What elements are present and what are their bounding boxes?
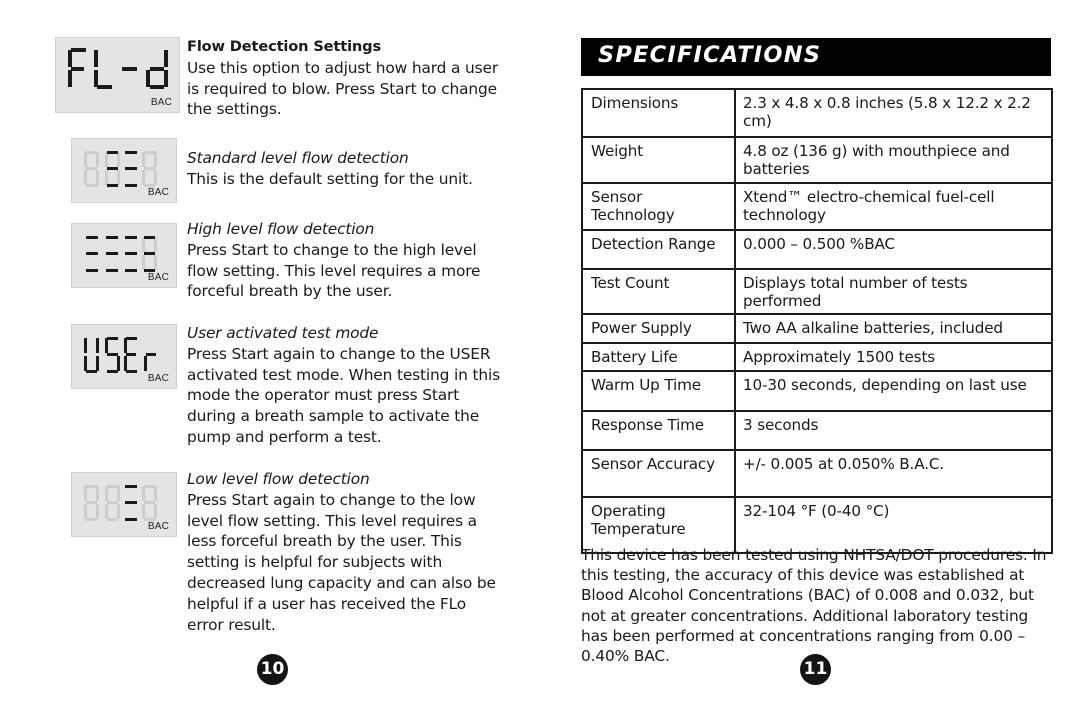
spec-value: 10-30 seconds, depending on last use (735, 371, 1052, 411)
spec-value: Approximately 1500 tests (735, 343, 1052, 371)
lcd-segments-fl-d (66, 48, 172, 90)
spec-value: +/- 0.005 at 0.050% B.A.C. (735, 450, 1052, 497)
bac-label: BAC (147, 187, 169, 198)
spec-value: 0.000 – 0.500 %BAC (735, 230, 1052, 269)
entry-body: Press Start again to change to the low level flow setting. This level requires a less forceful breath by the user. This setting is helpful for subjects with decreased lung capacity and can also be helpful if a user has received the FLo error result. (187, 490, 496, 634)
entry-user-activated (187, 323, 507, 448)
lcd-segments-high (82, 236, 162, 272)
bac-label: BAC (147, 521, 169, 532)
spec-row-sensor-technology (582, 183, 1052, 230)
bac-label: BAC (147, 373, 169, 384)
spec-value: Xtend™ electro-chemical fuel-cell technology (735, 183, 1052, 230)
lcd-segments-user (82, 337, 162, 373)
entry-standard-level (187, 148, 507, 190)
entry-body: This is the default setting for the unit. (187, 169, 473, 188)
spec-label: Operating Temperature (582, 497, 735, 553)
spec-value: Two AA alkaline batteries, included (735, 314, 1052, 343)
entry-flow-detection-settings (187, 37, 507, 120)
spec-row-dimensions (582, 89, 1052, 137)
lcd-segments-low (82, 485, 162, 521)
spec-row-weight (582, 137, 1052, 183)
spec-label: Sensor Accuracy (582, 450, 735, 497)
entry-title: Flow Detection Settings (187, 38, 382, 55)
lcd-display-standard (71, 138, 177, 203)
lcd-display-low (71, 472, 177, 537)
spec-label: Warm Up Time (582, 371, 735, 411)
entry-subtitle: Low level flow detection (187, 470, 370, 488)
spec-row-response-time (582, 411, 1052, 450)
spec-value: 3 seconds (735, 411, 1052, 450)
spec-label: Test Count (582, 269, 735, 314)
spec-value: Displays total number of tests performed (735, 269, 1052, 314)
entry-low-level (187, 469, 507, 635)
entry-subtitle: User activated test mode (187, 324, 379, 342)
spec-row-detection-range (582, 230, 1052, 269)
spec-value: 32-104 °F (0-40 °C) (735, 497, 1052, 553)
entry-high-level (187, 219, 507, 302)
specifications-title: SPECIFICATIONS (598, 42, 822, 68)
page-number: 11 (800, 654, 831, 685)
entry-body: Press Start again to change to the USER activated test mode. When testing in this mode the operator must press Start during a breath sample to activate the pump and perform a test. (187, 344, 500, 446)
spec-label: Detection Range (582, 230, 735, 269)
lcd-display-high (71, 223, 177, 288)
spec-row-sensor-accuracy (582, 450, 1052, 497)
lcd-digits (66, 48, 172, 90)
bac-label: BAC (150, 97, 172, 108)
entry-subtitle: Standard level flow detection (187, 149, 409, 167)
entry-subtitle: High level flow detection (187, 220, 375, 238)
lcd-digits (82, 485, 188, 527)
entry-body: Press Start to change to the high level flow setting. This level requires a more forceful breath by the user. (187, 240, 481, 301)
spec-row-power-supply (582, 314, 1052, 343)
spec-row-battery-life (582, 343, 1052, 371)
lcd-display-flow-detection (55, 37, 180, 113)
spec-label: Dimensions (582, 89, 735, 137)
entry-body: Use this option to adjust how hard a user is required to blow. Press Start to change the settings. (187, 58, 498, 119)
spec-value: 4.8 oz (136 g) with mouthpiece and batteries (735, 137, 1052, 183)
specifications-table (581, 88, 1053, 554)
bac-label: BAC (147, 272, 169, 283)
spec-value: 2.3 x 4.8 x 0.8 inches (5.8 x 12.2 x 2.2 cm) (735, 89, 1052, 137)
spec-label: Power Supply (582, 314, 735, 343)
spec-row-warm-up-time (582, 371, 1052, 411)
lcd-digits (82, 236, 188, 278)
spec-label: Sensor Technology (582, 183, 735, 230)
lcd-digits (82, 337, 188, 379)
lcd-display-user (71, 324, 177, 389)
spec-label: Weight (582, 137, 735, 183)
lcd-digits (82, 151, 188, 193)
spec-row-test-count (582, 269, 1052, 314)
page-number: 10 (257, 654, 288, 685)
testing-note: This device has been tested using NHTSA/DOT procedures. In this testing, the accuracy of this device was established at Blood Alcohol Concentrations (BAC) of 0.008 and 0.032, but not at greater concentrations. Additional laboratory testing has been performed at concentrations ranging from 0.00 – 0.40% BAC. (581, 546, 1047, 666)
spec-label: Battery Life (582, 343, 735, 371)
specifications-header (581, 38, 1051, 76)
lcd-segments-standard (82, 151, 162, 187)
spec-label: Response Time (582, 411, 735, 450)
